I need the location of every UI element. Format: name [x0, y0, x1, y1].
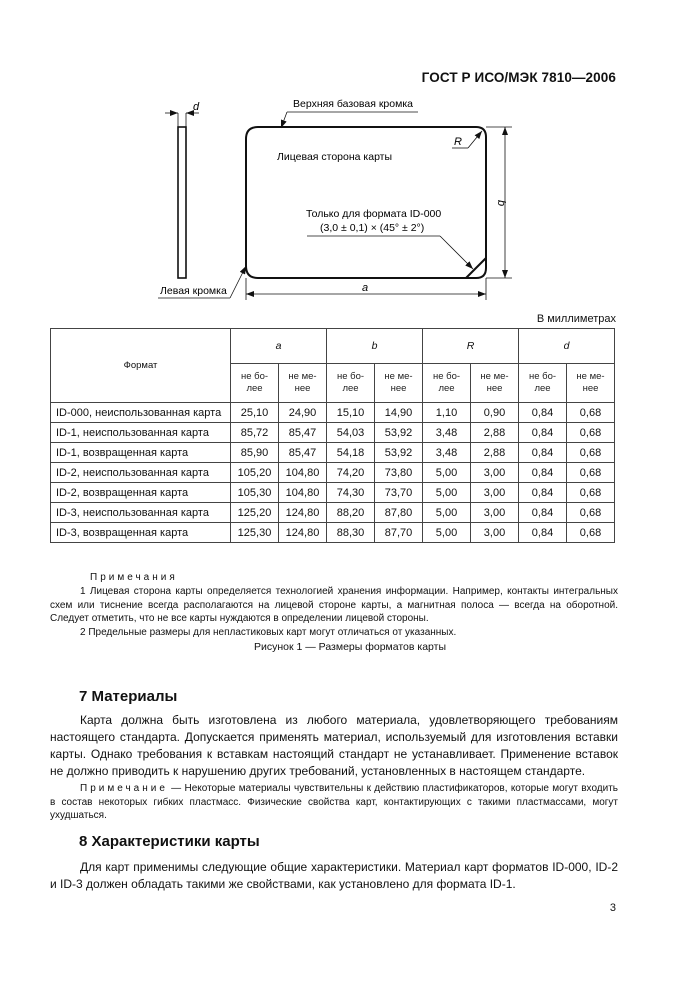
- value-cell: 3,00: [471, 483, 519, 503]
- format-name-cell: ID-3, возвращенная карта: [51, 523, 231, 543]
- id000-note-line2: (3,0 ± 0,1) × (45° ± 2°): [320, 222, 425, 234]
- value-cell: 0,84: [519, 423, 567, 443]
- value-cell: 0,68: [567, 483, 615, 503]
- note-item-2: 2 Предельные размеры для непластиковых карт могут отличаться от указанных.: [80, 626, 457, 638]
- value-cell: 3,48: [423, 443, 471, 463]
- value-cell: 73,70: [375, 483, 423, 503]
- value-cell: 0,68: [567, 523, 615, 543]
- value-cell: 14,90: [375, 403, 423, 423]
- notes-items: [50, 585, 618, 639]
- sub-header-line2: лее: [246, 383, 263, 394]
- value-cell: 2,88: [471, 423, 519, 443]
- value-cell: 73,80: [375, 463, 423, 483]
- sub-header-R-min: [471, 364, 519, 403]
- value-cell: 15,10: [327, 403, 375, 423]
- face-side-label: Лицевая сторона карты: [277, 151, 393, 163]
- group-header-a: a: [231, 329, 327, 364]
- section-7-paragraph: Карта должна быть изготовлена из любого материала, удовлетворяющего требованиям настоящего стандарта. Допускается применять материал, используемый для изготовления вставки карты. Однако требования к вставкам настоящий стандарт не устанавливает. Применение вставок не должно приводить к нарушению других требований, установленных в настоящем стандарте.: [50, 713, 618, 778]
- value-cell: 3,00: [471, 503, 519, 523]
- value-cell: 2,88: [471, 443, 519, 463]
- sub-header-line2: лее: [342, 383, 359, 394]
- table-row: [51, 463, 615, 483]
- value-cell: 87,70: [375, 523, 423, 543]
- card-side-view: [165, 113, 199, 278]
- table-row: [51, 503, 615, 523]
- value-cell: 5,00: [423, 463, 471, 483]
- table-row: [51, 403, 615, 423]
- table-row: [51, 483, 615, 503]
- section-7-note-text: — Некоторые материалы чувствительны к действию пластификаторов, которые могут входить в состав некоторых гибких пластмасс. Физические свойства карт, контактирующих с такими пластмассами, могут ухудшаться.: [50, 783, 618, 821]
- sub-header-d-min: [567, 364, 615, 403]
- section-8-heading: 8 Характеристики карты: [79, 833, 260, 850]
- value-cell: 74,20: [327, 463, 375, 483]
- value-cell: 1,10: [423, 403, 471, 423]
- value-cell: 3,48: [423, 423, 471, 443]
- note-item-1: 1 Лицевая сторона карты определяется технологией хранения информации. Например, контакты интегральных схем или тиснение всегда располагаются на лицевой стороне карты, а магнитная полоса — всегда на оборотной. Следует отметить, что не все карты нуждаются в определении лицевой стороны.: [50, 586, 618, 624]
- format-name-cell: ID-000, неиспользованная карта: [51, 403, 231, 423]
- sub-header-line1: не бо-: [240, 371, 269, 382]
- sub-header-line1: не ме-: [288, 371, 317, 382]
- value-cell: 0,84: [519, 443, 567, 463]
- sub-header-line2: нее: [294, 383, 311, 394]
- value-cell: 0,90: [471, 403, 519, 423]
- card-format-dimensions-table: [50, 328, 615, 543]
- sub-header-line2: нее: [390, 383, 407, 394]
- value-cell: 85,90: [231, 443, 279, 463]
- value-cell: 54,18: [327, 443, 375, 463]
- sub-header-line2: нее: [486, 383, 503, 394]
- value-cell: 104,80: [279, 483, 327, 503]
- sub-header-a-min: [279, 364, 327, 403]
- top-edge-label: Верхняя базовая кромка: [293, 98, 413, 110]
- sub-header-line1: не бо-: [336, 371, 365, 382]
- table-row: [51, 443, 615, 463]
- value-cell: 0,68: [567, 463, 615, 483]
- sub-header-d-max: [519, 364, 567, 403]
- value-cell: 0,84: [519, 463, 567, 483]
- value-cell: 0,68: [567, 423, 615, 443]
- value-cell: 54,03: [327, 423, 375, 443]
- format-name-cell: ID-3, неиспользованная карта: [51, 503, 231, 523]
- format-name-cell: ID-1, возвращенная карта: [51, 443, 231, 463]
- value-cell: 0,84: [519, 523, 567, 543]
- format-name-cell: ID-2, возвращенная карта: [51, 483, 231, 503]
- value-cell: 124,80: [279, 503, 327, 523]
- value-cell: 124,80: [279, 523, 327, 543]
- format-column-header: Формат: [51, 329, 231, 403]
- dim-b-label: b: [495, 200, 507, 207]
- value-cell: 0,68: [567, 443, 615, 463]
- value-cell: 0,84: [519, 503, 567, 523]
- table-row: [51, 523, 615, 543]
- value-cell: 74,30: [327, 483, 375, 503]
- value-cell: 87,80: [375, 503, 423, 523]
- value-cell: 0,68: [567, 403, 615, 423]
- section-7-note-label: Примечание: [80, 783, 168, 794]
- sub-header-b-min: [375, 364, 423, 403]
- value-cell: 104,80: [279, 463, 327, 483]
- value-cell: 88,20: [327, 503, 375, 523]
- sub-header-line2: нее: [582, 383, 599, 394]
- value-cell: 105,30: [231, 483, 279, 503]
- left-edge-label: Левая кромка: [160, 285, 227, 297]
- value-cell: 25,10: [231, 403, 279, 423]
- value-cell: 85,47: [279, 443, 327, 463]
- format-name-cell: ID-1, неиспользованная карта: [51, 423, 231, 443]
- table-row: [51, 423, 615, 443]
- figure-notes: [78, 571, 618, 585]
- value-cell: 85,72: [231, 423, 279, 443]
- sub-header-a-max: [231, 364, 279, 403]
- card-dimensions-figure: [0, 0, 700, 310]
- value-cell: 5,00: [423, 523, 471, 543]
- group-header-b: b: [327, 329, 423, 364]
- table-units: В миллиметрах: [536, 313, 616, 325]
- sub-header-line1: не ме-: [384, 371, 413, 382]
- sub-header-line2: лее: [438, 383, 455, 394]
- dim-a-label: a: [362, 282, 369, 294]
- figure-caption: Рисунок 1 — Размеры форматов карты: [253, 641, 447, 653]
- sub-header-line1: не ме-: [480, 371, 509, 382]
- standard-code-header: ГОСТ Р ИСО/МЭК 7810—2006: [421, 70, 616, 85]
- section-8-body: [50, 859, 618, 893]
- value-cell: 53,92: [375, 423, 423, 443]
- sub-header-R-max: [423, 364, 471, 403]
- sub-header-line2: лее: [534, 383, 551, 394]
- section-7-body: [50, 712, 618, 780]
- sub-header-line1: не бо-: [528, 371, 557, 382]
- format-name-cell: ID-2, неиспользованная карта: [51, 463, 231, 483]
- notes-title: Примечания: [90, 572, 178, 583]
- value-cell: 105,20: [231, 463, 279, 483]
- section-7-heading: 7 Материалы: [79, 688, 178, 705]
- sub-header-line1: не ме-: [576, 371, 605, 382]
- value-cell: 5,00: [423, 503, 471, 523]
- section-7-note: [50, 782, 618, 823]
- value-cell: 125,30: [231, 523, 279, 543]
- group-header-R: R: [423, 329, 519, 364]
- value-cell: 3,00: [471, 463, 519, 483]
- value-cell: 0,84: [519, 483, 567, 503]
- page-number: 3: [609, 902, 616, 914]
- sub-header-line1: не бо-: [432, 371, 461, 382]
- value-cell: 125,20: [231, 503, 279, 523]
- value-cell: 0,68: [567, 503, 615, 523]
- id000-note-line1: Только для формата ID-000: [306, 208, 442, 220]
- dim-d-label: d: [193, 101, 200, 113]
- value-cell: 5,00: [423, 483, 471, 503]
- value-cell: 85,47: [279, 423, 327, 443]
- value-cell: 88,30: [327, 523, 375, 543]
- group-header-d: d: [519, 329, 615, 364]
- dim-R-label: R: [454, 136, 462, 148]
- value-cell: 24,90: [279, 403, 327, 423]
- value-cell: 0,84: [519, 403, 567, 423]
- section-8-paragraph: Для карт применимы следующие общие характеристики. Материал карт форматов ID-000, ID-2 и ID-3 должен обладать такими же свойствами, как установлено для формата ID-1.: [50, 860, 618, 891]
- card-front-outline: [246, 127, 486, 278]
- value-cell: 3,00: [471, 523, 519, 543]
- value-cell: 53,92: [375, 443, 423, 463]
- sub-header-b-max: [327, 364, 375, 403]
